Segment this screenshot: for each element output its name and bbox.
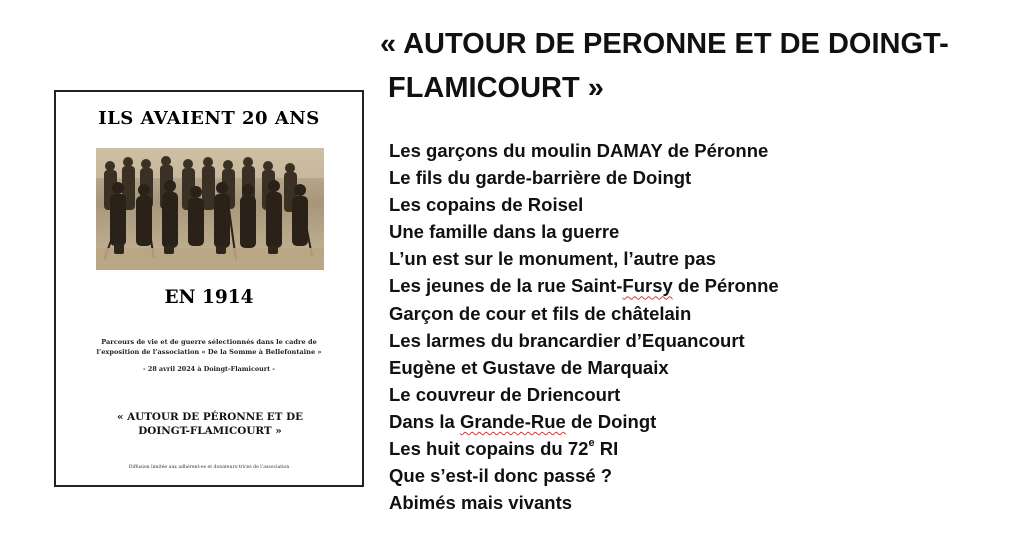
- list-item: Le fils du garde-barrière de Doingt: [389, 167, 692, 189]
- list-item: [389, 272, 779, 299]
- title-line-2: FLAMICOURT »: [388, 72, 604, 104]
- list-item: Abimés mais vivants: [389, 492, 573, 514]
- list-text: Les jeunes de la rue Saint-: [389, 275, 623, 297]
- title-line-1: « AUTOUR DE PERONNE ET DE DOINGT-: [380, 28, 949, 60]
- list-text: Dans la: [389, 410, 460, 432]
- list-item: Les copains de Roisel: [389, 194, 584, 216]
- list-item: [389, 408, 779, 435]
- poster-year: EN 1914: [164, 287, 254, 308]
- story-list: [389, 137, 779, 516]
- list-item: Les garçons du moulin DAMAY de Péronne: [389, 140, 769, 161]
- poster-footer: Diffusion limitée aux adhérent-es et donateurs-trices de l’association: [128, 465, 290, 470]
- list-item: Que s’est-il donc passé ?: [389, 465, 613, 487]
- list-item: Le couvreur de Driencourt: [389, 383, 621, 405]
- description-line-1: Parcours de vie et de guerre sélectionnés dans le cadre de: [101, 338, 317, 346]
- list-item: L’un est sur le monument, l’autre pas: [389, 248, 716, 270]
- description-line-2: l’exposition de l’association « De la Somme à Bellefontaine »: [96, 347, 322, 356]
- list-text: RI: [594, 438, 619, 460]
- page-title: [380, 22, 1010, 110]
- poster-description: [74, 338, 344, 357]
- poster-title: ILS AVAIENT 20 ANS: [98, 108, 320, 129]
- subtitle-line-1: « AUTOUR DE PÉRONNE ET DE: [116, 411, 304, 423]
- poster-subtitle: [70, 410, 350, 438]
- spellcheck-word: Grande-Rue: [459, 410, 566, 432]
- list-item: Une famille dans la guerre: [389, 221, 620, 243]
- superscript: e: [588, 436, 595, 449]
- list-item: Garçon de cour et fils de châtelain: [389, 302, 692, 324]
- poster-date: - 28 avril 2024 à Doingt-Flamicourt -: [143, 365, 275, 373]
- spellcheck-word: Fursy: [622, 275, 673, 297]
- list-item: [389, 435, 779, 462]
- list-text: Les huit copains du 72: [389, 438, 589, 460]
- subtitle-line-2: DOINGT-FLAMICOURT »: [138, 425, 282, 437]
- soldiers-photo: [96, 148, 324, 270]
- exhibition-poster: [54, 90, 364, 487]
- list-text: de Péronne: [672, 275, 779, 297]
- list-item: Les larmes du brancardier d’Equancourt: [389, 329, 745, 351]
- list-item: Eugène et Gustave de Marquaix: [389, 356, 669, 378]
- list-text: de Doingt: [565, 410, 657, 432]
